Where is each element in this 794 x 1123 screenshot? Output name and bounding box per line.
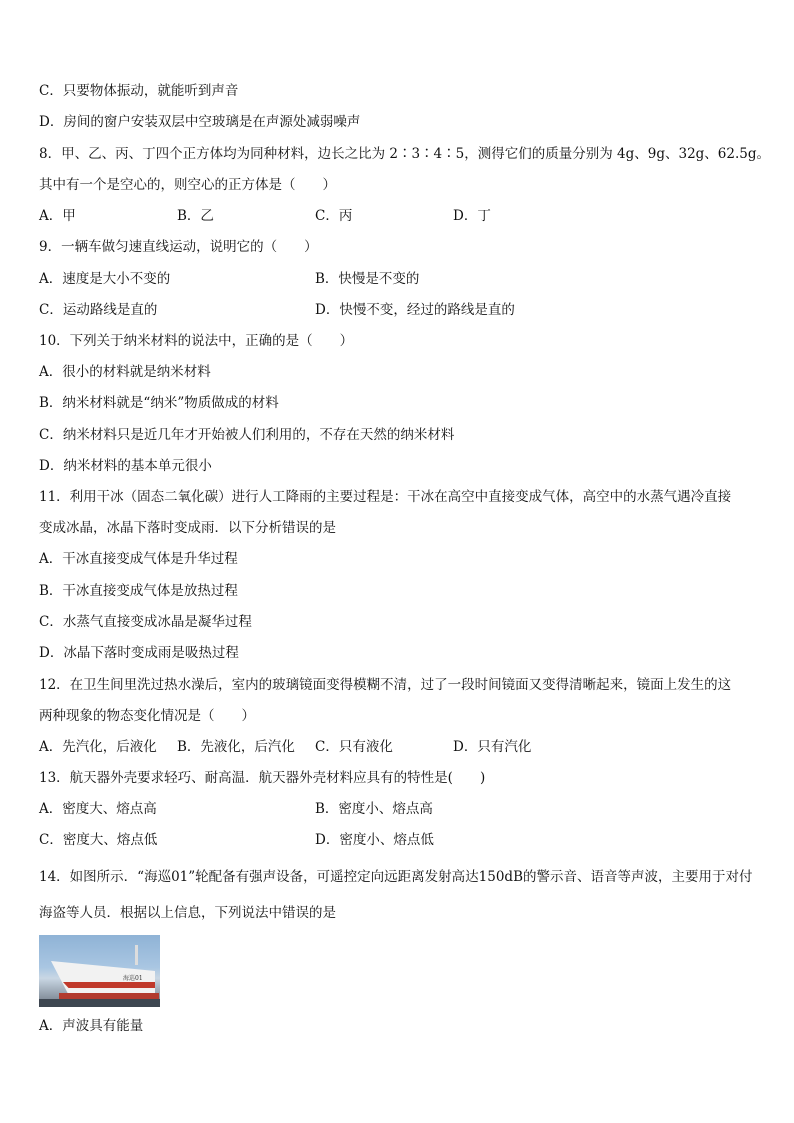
q11-option-d: D．冰晶下落时变成雨是吸热过程 bbox=[39, 645, 239, 661]
q9-stem: 9．一辆车做匀速直线运动，说明它的（ ） bbox=[39, 239, 318, 255]
q10-option-d: D．纳米材料的基本单元很小 bbox=[39, 458, 212, 474]
q14-stem-line1: 14．如图所示．“海巡01”轮配备有强声设备，可遥控定向远距离发射高达150dB的警示音、语音等声波，主要用于对付 bbox=[39, 869, 753, 885]
q12-option-c: C．只有液化 bbox=[315, 739, 393, 755]
q7-option-c: C．只要物体振动，就能听到声音 bbox=[39, 83, 239, 99]
q13-option-c: C．密度大、熔点低 bbox=[39, 832, 158, 848]
q8-stem-line2: 其中有一个是空心的，则空心的正方体是（ ） bbox=[39, 177, 336, 193]
q13-option-a: A．密度大、熔点高 bbox=[39, 801, 157, 817]
q11-option-c: C．水蒸气直接变成冰晶是凝华过程 bbox=[39, 614, 252, 630]
q12-stem-line1: 12．在卫生间里洗过热水澡后，室内的玻璃镜面变得模糊不清，过了一段时间镜面又变得清晰起来，镜面上发生的这 bbox=[39, 677, 732, 693]
q12-option-b: B．先液化，后汽化 bbox=[177, 739, 295, 755]
q9-option-d: D．快慢不变，经过的路线是直的 bbox=[315, 302, 515, 318]
q13-option-b: B．密度小、熔点高 bbox=[315, 801, 433, 817]
ship-stripe bbox=[63, 982, 155, 988]
q12-option-d: D．只有汽化 bbox=[453, 739, 532, 755]
ship-marking: 海巡01 bbox=[123, 975, 143, 982]
q12-stem-line2: 两种现象的物态变化情况是（ ） bbox=[39, 708, 255, 724]
q9-option-a: A．速度是大小不变的 bbox=[39, 271, 171, 287]
q9-option-b: B．快慢是不变的 bbox=[315, 271, 420, 287]
q7-option-d: D．房间的窗户安装双层中空玻璃是在声源处减弱噪声 bbox=[39, 114, 361, 130]
q10-option-b: B．纳米材料就是“纳米”物质做成的材料 bbox=[39, 395, 279, 411]
q9-option-c: C．运动路线是直的 bbox=[39, 302, 158, 318]
ship-photo bbox=[39, 935, 160, 1007]
q10-option-c: C．纳米材料只是近几年才开始被人们利用的，不存在天然的纳米材料 bbox=[39, 427, 455, 443]
q8-option-c: C．丙 bbox=[315, 208, 353, 224]
q13-option-d: D．密度小、熔点低 bbox=[315, 832, 434, 848]
q14-option-a: A．声波具有能量 bbox=[39, 1018, 144, 1034]
q14-stem-line2: 海盗等人员．根据以上信息，下列说法中错误的是 bbox=[39, 905, 336, 921]
q10-option-a: A．很小的材料就是纳米材料 bbox=[39, 364, 211, 380]
dock bbox=[39, 999, 160, 1007]
q11-option-b: B．干冰直接变成气体是放热过程 bbox=[39, 583, 238, 599]
q12-option-a: A．先汽化，后液化 bbox=[39, 739, 157, 755]
ship-mast bbox=[135, 945, 138, 965]
q8-option-b: B．乙 bbox=[177, 208, 214, 224]
q13-stem: 13．航天器外壳要求轻巧、耐高温．航天器外壳材料应具有的特性是( ) bbox=[39, 770, 486, 786]
q11-option-a: A．干冰直接变成气体是升华过程 bbox=[39, 551, 238, 567]
q8-option-a: A．甲 bbox=[39, 208, 76, 224]
q11-stem-line1: 11．利用干冰（固态二氧化碳）进行人工降雨的主要过程是：干冰在高空中直接变成气体，高空中的水蒸气遇冷直接 bbox=[39, 489, 732, 505]
q8-stem-line1: 8．甲、乙、丙、丁四个正方体均为同种材料，边长之比为 2∶3∶4∶5，测得它们的质量分别为 4g、9g、32g、62.5g。 bbox=[39, 146, 771, 162]
q8-option-d: D．丁 bbox=[453, 208, 491, 224]
q10-stem: 10．下列关于纳米材料的说法中，正确的是（ ） bbox=[39, 333, 354, 349]
q11-stem-line2: 变成冰晶，冰晶下落时变成雨．以下分析错误的是 bbox=[39, 520, 336, 536]
